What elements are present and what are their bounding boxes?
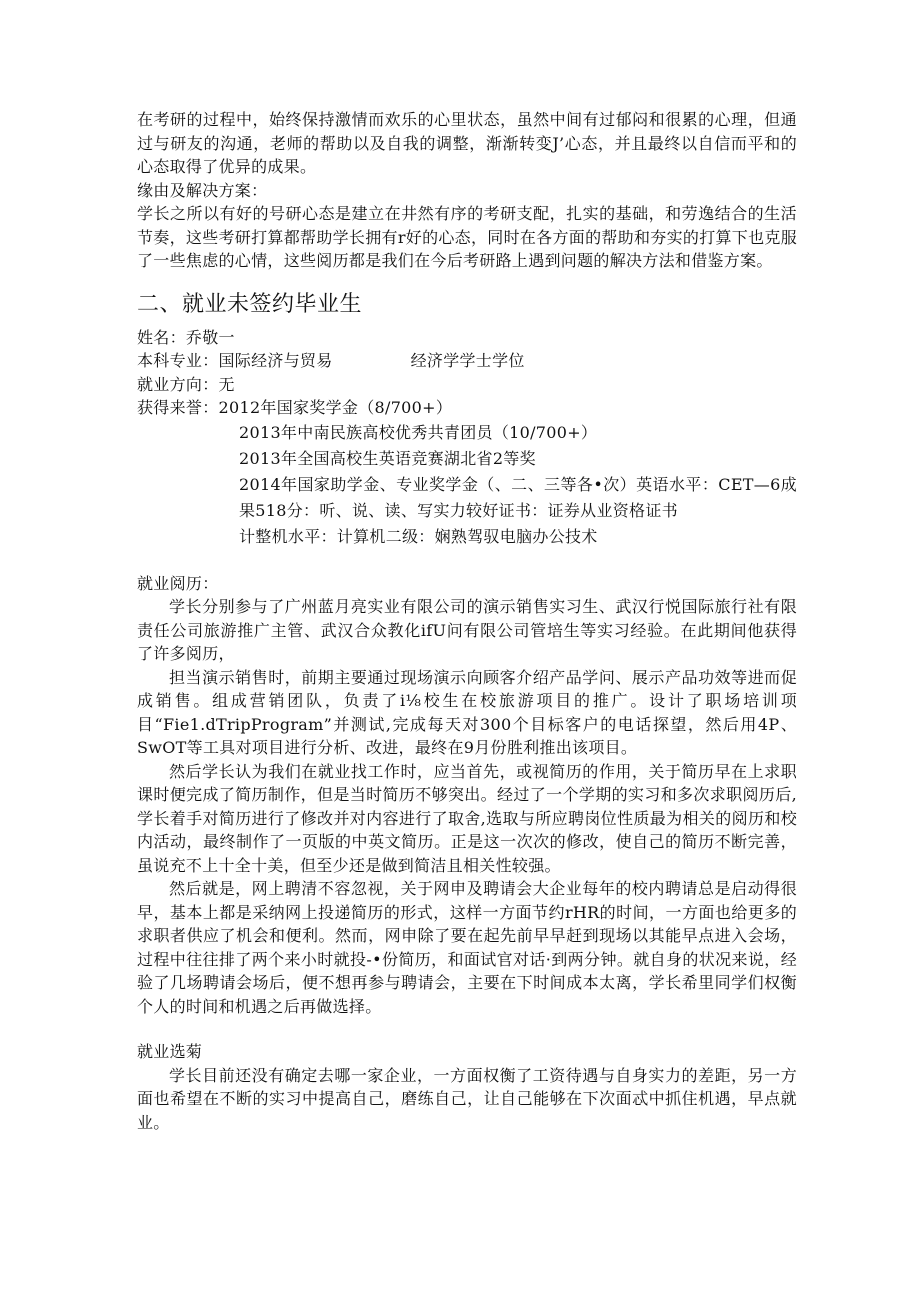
award-item: 2013年中南民族高校优秀共青团员（10/700+） <box>239 422 598 442</box>
awards-list <box>137 420 797 550</box>
experience-paragraph: 担当演示销售时，前期主要通过现场演示向顾客介绍产品学问、展示产品功效等进而促成销售。组成营销团队，负责了i⅛校生在校旅游项目的推广。设计了职场培训项目“Fie1.dTripProgram”并测试,完成每天对300个目标客户的电话探望，然后用4P、SwOT等工具对项目进行分析、改进，最终在9月份胜利推出该项目。 <box>137 667 797 757</box>
name-line: 姓名：乔敬一 <box>137 327 235 347</box>
degree-text: 经济学学士学位 <box>410 351 525 370</box>
award-item: 2013年全国高校生英语竞赛湖北省2等奖 <box>239 448 536 468</box>
awards-first-line: 获得来誉：2012年国家奖学金（8/700+） <box>137 398 453 417</box>
reason-label: 缘由及解决方案： <box>137 180 268 200</box>
section-2-heading: 二、就业未签约毕业生 <box>137 291 363 317</box>
experience-paragraph: 然后就是，网上聘清不容忽视，关于网申及聘请会大企业每年的校内聘请总是启动得很早，基本上都是采纳网上投递简历的形式，这样一方面节约rHR的时间，一方面也给更多的求职者供应了机会和便利。然而，网申除了要在起先前早早赶到现场以其能早点进入会场，过程中往往排了两个来小时就投-•份简历，和面试官对话·到两分钟。就自身的状况来说，经验了几场聘请会场后，便不想再参与聘请会，主要在下时间成本太离，学长希里同学们权衡个人的时间和机遇之后再做选择。 <box>137 879 797 1016</box>
document-page <box>137 108 797 1134</box>
major-text: 本科专业：国际经济与贸易 <box>137 351 333 370</box>
direction-line: 就业方向：无 <box>137 374 235 394</box>
award-item: 2014年国家助学金、专业奖学金（、二、三等各•次）英语水平：CET—6成果518分：听、说、读、写实力较好证书：证券从业资格证书 <box>239 474 797 520</box>
choice-paragraph: 学长目前还没有确定去哪一家企业，一方面权衡了工资待遇与自身实力的差距，另一方面也希望在不断的实习中提高自己，磨练自己，让自己能够在下次面忒中抓住机遇，早点就业。 <box>137 1065 797 1132</box>
intro-paragraph-1: 在考研的过程中，始终保持激情而欢乐的心里状态，虽然中间有过郁闷和很累的心理，但通过与研友的沟通，老师的帮助以及自我的调整，渐渐转变J’心态，并且最终以自信而平和的心态取得了优异的成果。 <box>137 110 797 176</box>
major-line <box>137 349 797 373</box>
spacer <box>137 550 797 572</box>
choice-label: 就业选菊 <box>137 1042 203 1061</box>
spacer <box>137 1018 797 1040</box>
experience-paragraph: 然后学长认为我们在就业找工作时，应当首先，或视简历的作用，关于简历早在上求职课时便完成了简历制作，但是当时简历不够突出。经过了一个学期的实习和多次求职阅历后,学长着手对简历进行了修改并对内容进行了取舍,选取与所应聘岗位性质最为相关的阅历和校内活动，最终制作了一页版的中英文简历。正是这一次次的修改，使自己的简历不断完善，虽说充不上十全十美，但至少还是做到简洁且相关性较强。 <box>137 761 797 875</box>
intro-paragraph-2: 学长之所以有好的号研心态是建立在井然有序的考研支配，扎实的基础，和劳逸结合的生活节奏，这些考研打算都帮助学长拥有r好的心态，同时在各方面的帮助和夯实的打算下也克服了一些焦虑的心情，这些阅历都是我们在今后考研路上遇到问题的解决方法和借鉴方案。 <box>137 204 797 270</box>
experience-paragraph: 学长分别参与了广州蓝月亮实业有限公司的演示销售实习生、武汉行悦国际旅行社有限责任公司旅游推广主管、武汉合众教化ifU问有限公司管培生等实习经验。在此期间他获得了许多阅历， <box>137 597 797 663</box>
experience-label: 就业阅历： <box>137 573 219 593</box>
award-item: 计整机水平：计算机二级：娴熟驾驭电脑办公技术 <box>239 526 598 546</box>
